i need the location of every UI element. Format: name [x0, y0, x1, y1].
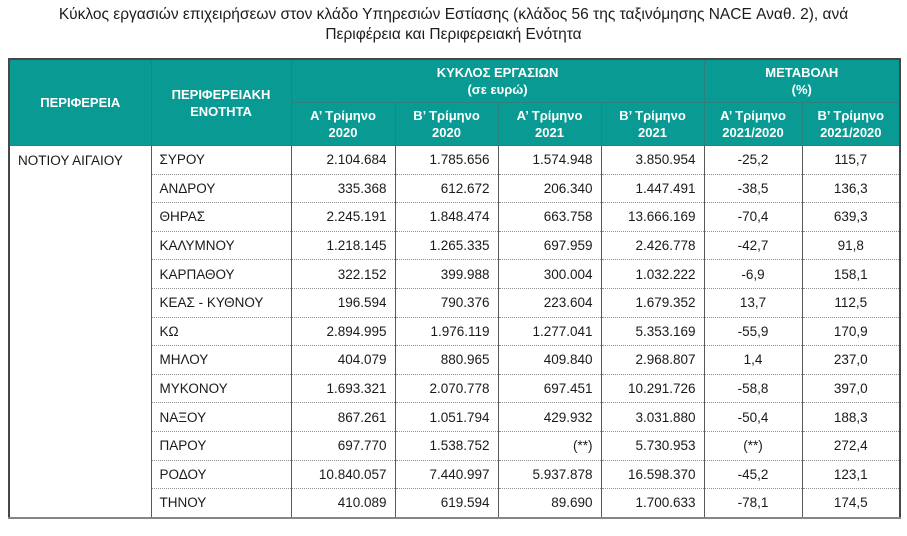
change-q2-cell: 188,3 [802, 403, 900, 432]
turnover-q2-2020-cell: 880.965 [395, 346, 498, 375]
turnover-q2-2021-cell: 1.447.491 [601, 174, 704, 203]
turnover-q1-2020-cell: 335.368 [291, 174, 395, 203]
column-header-q1-2021: Α’ Τρίμηνο 2021 [498, 103, 601, 146]
change-q1-cell: -70,4 [704, 203, 802, 232]
turnover-q1-2021-cell: 223.604 [498, 288, 601, 317]
turnover-q2-2021-cell: 3.850.954 [601, 146, 704, 175]
turnover-q1-2021-cell: 697.451 [498, 374, 601, 403]
turnover-q1-2020-cell: 2.104.684 [291, 146, 395, 175]
turnover-q2-2020-cell: 1.848.474 [395, 203, 498, 232]
turnover-q1-2021-cell: 697.959 [498, 231, 601, 260]
page-title-line1: Κύκλος εργασιών επιχειρήσεων στον κλάδο Υπηρεσιών Εστίασης (κλάδος 56 της ταξινόμησης NACE Αναθ. 2), ανά [58, 6, 849, 23]
change-q2-cell: 272,4 [802, 431, 900, 460]
turnover-q2-2020-cell: 1.785.656 [395, 146, 498, 175]
change-q1-cell: -6,9 [704, 260, 802, 289]
regional-unit-cell: ΠΑΡΟΥ [151, 431, 291, 460]
turnover-q1-2021-cell: 429.932 [498, 403, 601, 432]
turnover-q1-2020-cell: 1.218.145 [291, 231, 395, 260]
table-row [9, 146, 900, 175]
turnover-q2-2021-cell: 1.679.352 [601, 288, 704, 317]
change-q1-cell: -78,1 [704, 489, 802, 518]
change-q1-cell: -38,5 [704, 174, 802, 203]
change-q2-cell: 397,0 [802, 374, 900, 403]
regional-unit-cell: ΝΑΞΟΥ [151, 403, 291, 432]
regional-unit-cell: ΚΩ [151, 317, 291, 346]
turnover-q2-2020-cell: 399.988 [395, 260, 498, 289]
turnover-q1-2020-cell: 2.245.191 [291, 203, 395, 232]
turnover-q1-2020-cell: 410.089 [291, 489, 395, 518]
turnover-q2-2020-cell: 619.594 [395, 489, 498, 518]
region-cell: ΝΟΤΙΟΥ ΑΙΓΑΙΟΥ [9, 146, 151, 518]
turnover-q2-2021-cell: 13.666.169 [601, 203, 704, 232]
turnover-q1-2021-cell: 663.758 [498, 203, 601, 232]
column-header-change-q1: Α’ Τρίμηνο 2021/2020 [704, 103, 802, 146]
column-header-q1-2020: Α’ Τρίμηνο 2020 [291, 103, 395, 146]
change-q1-cell: 1,4 [704, 346, 802, 375]
column-header-q2-2020: Β’ Τρίμηνο 2020 [395, 103, 498, 146]
turnover-q1-2021-cell: 300.004 [498, 260, 601, 289]
regional-unit-cell: ΜΗΛΟΥ [151, 346, 291, 375]
regional-unit-cell: ΘΗΡΑΣ [151, 203, 291, 232]
turnover-q1-2020-cell: 1.693.321 [291, 374, 395, 403]
turnover-table [8, 58, 901, 519]
turnover-q2-2021-cell: 5.730.953 [601, 431, 704, 460]
turnover-q1-2021-cell: 5.937.878 [498, 460, 601, 489]
regional-unit-cell: ΚΑΛΥΜΝΟΥ [151, 231, 291, 260]
change-q1-cell: -55,9 [704, 317, 802, 346]
turnover-q2-2020-cell: 1.976.119 [395, 317, 498, 346]
turnover-q2-2020-cell: 1.051.794 [395, 403, 498, 432]
turnover-q1-2021-cell: 1.277.041 [498, 317, 601, 346]
change-q1-cell: -50,4 [704, 403, 802, 432]
turnover-q2-2021-cell: 2.426.778 [601, 231, 704, 260]
change-q2-cell: 639,3 [802, 203, 900, 232]
turnover-q1-2020-cell: 10.840.057 [291, 460, 395, 489]
column-header-change-q2: Β’ Τρίμηνο 2021/2020 [802, 103, 900, 146]
turnover-q2-2021-cell: 16.598.370 [601, 460, 704, 489]
table-header [9, 59, 900, 146]
change-q2-cell: 170,9 [802, 317, 900, 346]
turnover-q2-2020-cell: 790.376 [395, 288, 498, 317]
change-q2-cell: 112,5 [802, 288, 900, 317]
turnover-q1-2020-cell: 322.152 [291, 260, 395, 289]
turnover-q1-2020-cell: 697.770 [291, 431, 395, 460]
change-q1-cell: -58,8 [704, 374, 802, 403]
change-q2-cell: 123,1 [802, 460, 900, 489]
regional-unit-cell: ΤΗΝΟΥ [151, 489, 291, 518]
change-q1-cell: -25,2 [704, 146, 802, 175]
turnover-q2-2021-cell: 1.032.222 [601, 260, 704, 289]
regional-unit-cell: ΣΥΡΟΥ [151, 146, 291, 175]
column-header-regional-unit: ΠΕΡΙΦΕΡΕΙΑΚΗ ΕΝΟΤΗΤΑ [151, 59, 291, 146]
turnover-q2-2021-cell: 10.291.726 [601, 374, 704, 403]
column-header-region: ΠΕΡΙΦΕΡΕΙΑ [9, 59, 151, 146]
turnover-q1-2021-cell: 89.690 [498, 489, 601, 518]
turnover-q2-2020-cell: 1.538.752 [395, 431, 498, 460]
change-q2-cell: 237,0 [802, 346, 900, 375]
turnover-q2-2020-cell: 2.070.778 [395, 374, 498, 403]
change-q2-cell: 115,7 [802, 146, 900, 175]
turnover-q1-2021-cell: 409.840 [498, 346, 601, 375]
turnover-q2-2020-cell: 7.440.997 [395, 460, 498, 489]
regional-unit-cell: ΚΕΑΣ - ΚΥΘΝΟΥ [151, 288, 291, 317]
change-q2-cell: 136,3 [802, 174, 900, 203]
regional-unit-cell: ΚΑΡΠΑΘΟΥ [151, 260, 291, 289]
turnover-q1-2020-cell: 867.261 [291, 403, 395, 432]
turnover-q2-2021-cell: 3.031.880 [601, 403, 704, 432]
group-header-turnover: ΚΥΚΛΟΣ ΕΡΓΑΣΙΩΝ (σε ευρώ) [291, 59, 704, 103]
turnover-q1-2020-cell: 2.894.995 [291, 317, 395, 346]
regional-unit-cell: ΑΝΔΡΟΥ [151, 174, 291, 203]
turnover-q1-2020-cell: 196.594 [291, 288, 395, 317]
change-q1-cell: (**) [704, 431, 802, 460]
turnover-q2-2020-cell: 1.265.335 [395, 231, 498, 260]
change-q2-cell: 174,5 [802, 489, 900, 518]
regional-unit-cell: ΜΥΚΟΝΟΥ [151, 374, 291, 403]
turnover-q1-2021-cell: (**) [498, 431, 601, 460]
change-q2-cell: 91,8 [802, 231, 900, 260]
turnover-q2-2021-cell: 5.353.169 [601, 317, 704, 346]
turnover-q2-2021-cell: 1.700.633 [601, 489, 704, 518]
column-header-q2-2021: Β’ Τρίμηνο 2021 [601, 103, 704, 146]
change-q2-cell: 158,1 [802, 260, 900, 289]
regional-unit-cell: ΡΟΔΟΥ [151, 460, 291, 489]
turnover-q1-2021-cell: 1.574.948 [498, 146, 601, 175]
turnover-q1-2020-cell: 404.079 [291, 346, 395, 375]
turnover-q2-2021-cell: 2.968.807 [601, 346, 704, 375]
change-q1-cell: 13,7 [704, 288, 802, 317]
group-header-change: ΜΕΤΑΒΟΛΗ (%) [704, 59, 900, 103]
change-q1-cell: -42,7 [704, 231, 802, 260]
table-body [9, 146, 900, 518]
turnover-q2-2020-cell: 612.672 [395, 174, 498, 203]
turnover-q1-2021-cell: 206.340 [498, 174, 601, 203]
page-title [0, 0, 907, 45]
page-title-line2: Περιφέρεια και Περιφερειακή Ενότητα [325, 26, 582, 43]
change-q1-cell: -45,2 [704, 460, 802, 489]
